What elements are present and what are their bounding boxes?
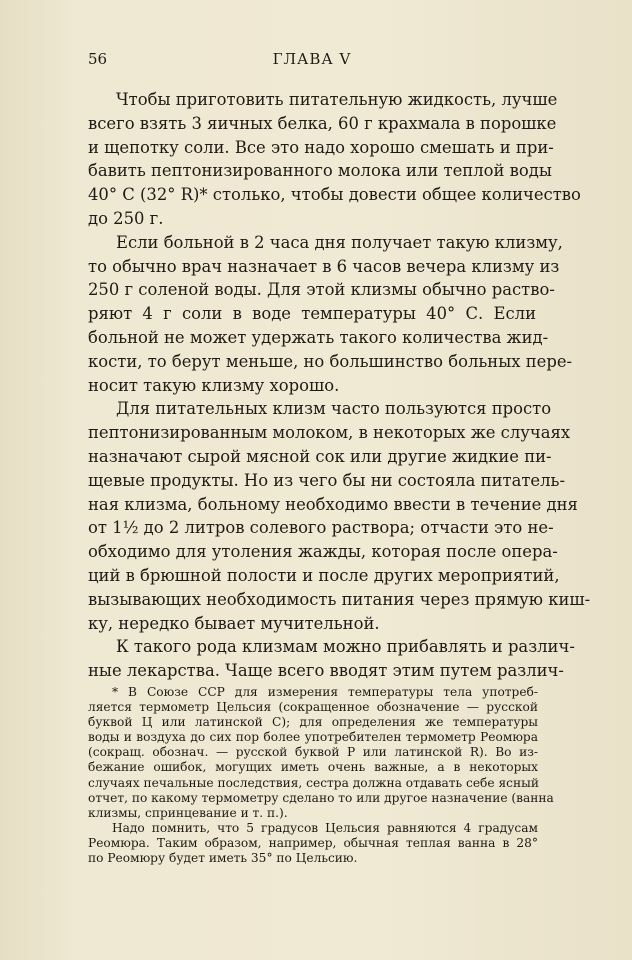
text-line: ций в брюшной полости и после других мероприятий, <box>88 565 560 585</box>
text-line: от 1½ до 2 литров солевого раствора; отчасти это не- <box>88 518 554 538</box>
page-header <box>88 50 536 74</box>
main-text <box>88 88 591 683</box>
chapter-title: ГЛАВА V <box>272 50 352 68</box>
footnote-line: буквой Ц или латинской С); для определения же температуры <box>88 715 538 730</box>
footnote-line: отчет, по какому термометру сделано то или другое назначение (ванна <box>88 790 554 805</box>
text-line: 250 г соленой воды. Для этой клизмы обычно раство- <box>88 280 555 300</box>
text-line: до 250 г. <box>88 208 164 228</box>
text-line: ряют 4 г соли в воде температуры 40° С. Если <box>88 304 536 324</box>
footnote-line: воды и воздуха до сих пор более употребителен термометр Реомюра <box>88 730 538 745</box>
footnote-block <box>88 685 554 866</box>
text-line: бавить пептонизированного молока или теплой воды <box>88 161 552 181</box>
footnote-line: клизмы, спринцевание и т. п.). <box>88 805 288 820</box>
text-line: носит такую клизму хорошо. <box>88 375 340 395</box>
text-line: 40° С (32° R)* столько, чтобы довести общее количество <box>88 185 581 205</box>
text-line: Чтобы приготовить питательную жидкость, лучше <box>116 90 558 109</box>
text-line: назначают сырой мясной сок или другие жидкие пи- <box>88 446 552 466</box>
text-line: ные лекарства. Чаще всего вводят этим путем различ- <box>88 661 564 681</box>
page-number: 56 <box>88 50 108 68</box>
text-line: то обычно врач назначает в 6 часов вечера клизму из <box>88 256 560 276</box>
text-line: ная клизма, больному необходимо ввести в течение дня <box>88 494 578 514</box>
text-line: пептонизированным молоком, в некоторых же случаях <box>88 423 571 443</box>
text-line: Если больной в 2 часа дня получает такую клизму, <box>116 232 563 252</box>
text-line: всего взять 3 яичных белка, 60 г крахмала в порошке <box>88 113 557 133</box>
footnote-line: по Реомюру будет иметь 35° по Цельсию. <box>88 851 358 866</box>
footnote-line: бежание ошибок, могущих иметь очень важные, а в некоторых <box>88 760 538 775</box>
text-line: больной не может удержать такого количества жид- <box>88 327 549 347</box>
text-line: и щепотку соли. Все это надо хорошо смешать и при- <box>88 137 554 157</box>
footnote-line: * В Союзе ССР для измерения температуры тела употреб- <box>112 685 538 699</box>
text-line: Для питательных клизм часто пользуются просто <box>116 399 552 419</box>
footnote-line: Надо помнить, что 5 градусов Цельсия равняются 4 градусам <box>112 820 538 835</box>
footnote-line: ляется термометр Цельсия (сокращенное обозначение — русской <box>88 700 538 715</box>
text-line: ку, нередко бывает мучительной. <box>88 613 380 633</box>
text-line: вызывающих необходимость питания через прямую киш- <box>88 589 591 609</box>
footnote-line: Реомюра. Таким образом, например, обычная теплая ванна в 28° <box>88 835 538 850</box>
text-line: кости, то берут меньше, но большинство больных пере- <box>88 351 573 371</box>
text-line: обходимо для утоления жажды, которая после опера- <box>88 542 558 562</box>
footnote-line: случаях печальные последствия, сестра должна отдавать себе ясный <box>88 775 539 790</box>
text-line: щевые продукты. Но из чего бы ни состояла питатель- <box>88 470 565 490</box>
text-line: К такого рода клизмам можно прибавлять и различ- <box>116 637 575 657</box>
footnote-line: (сокращ. обознач. — русской буквой Р или латинской R). Во из- <box>88 745 538 760</box>
